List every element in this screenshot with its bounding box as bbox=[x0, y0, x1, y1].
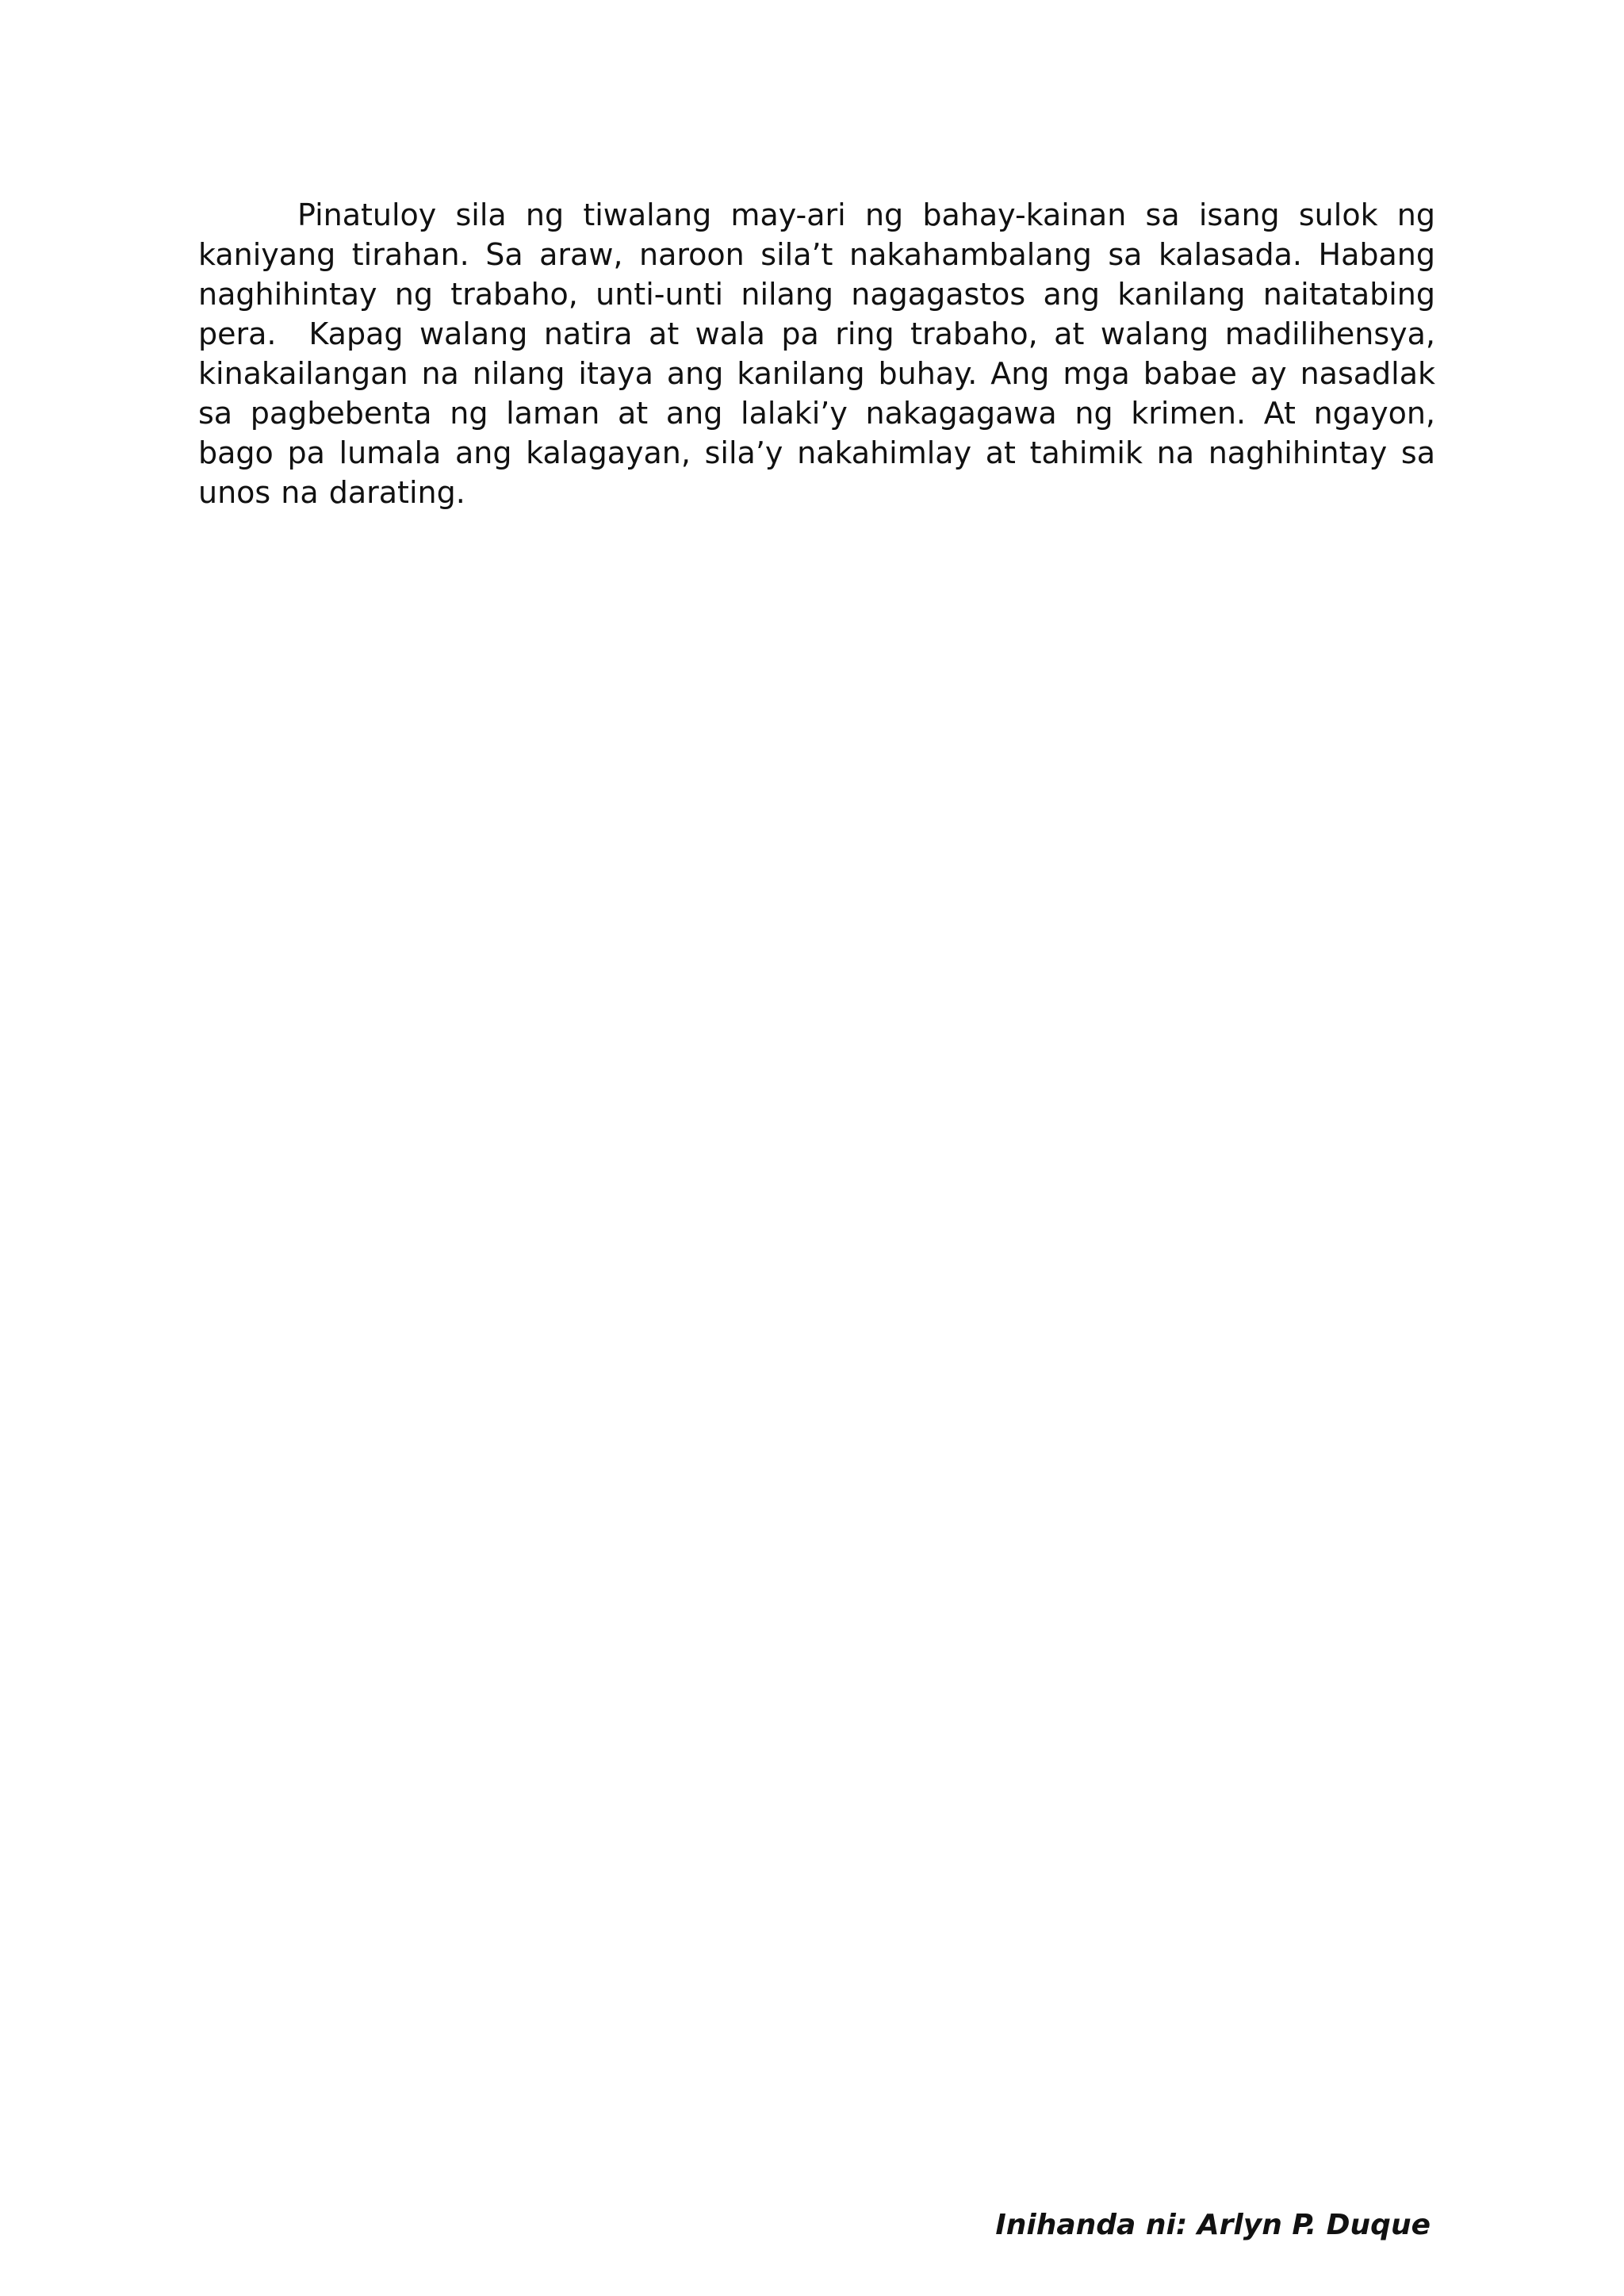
body-paragraph: Pinatuloy sila ng tiwalang may-ari ng bahay-kainan sa isang sulok ng kaniyang tirahan. Sa araw, naroon sila’t nakahambalang sa kalasada. Habang naghihintay ng trabaho, unti-unti nilang nagagastos ang kanilang naitatabing pera. Kapag walang natira at wala pa ring trabaho, at walang madilihensya, kinakailangan na nilang itaya ang kanilang buhay. Ang mga babae ay nasadlak sa pagbebenta ng laman at ang lalaki’y nakagagawa ng krimen. At ngayon, bago pa lumala ang kalagayan, sila’y nakahimlay at tahimik na naghihintay sa unos na darating. bbox=[198, 197, 1446, 510]
prepared-by-credit: Inihanda ni: Arlyn P. Duque bbox=[995, 2209, 1431, 2241]
